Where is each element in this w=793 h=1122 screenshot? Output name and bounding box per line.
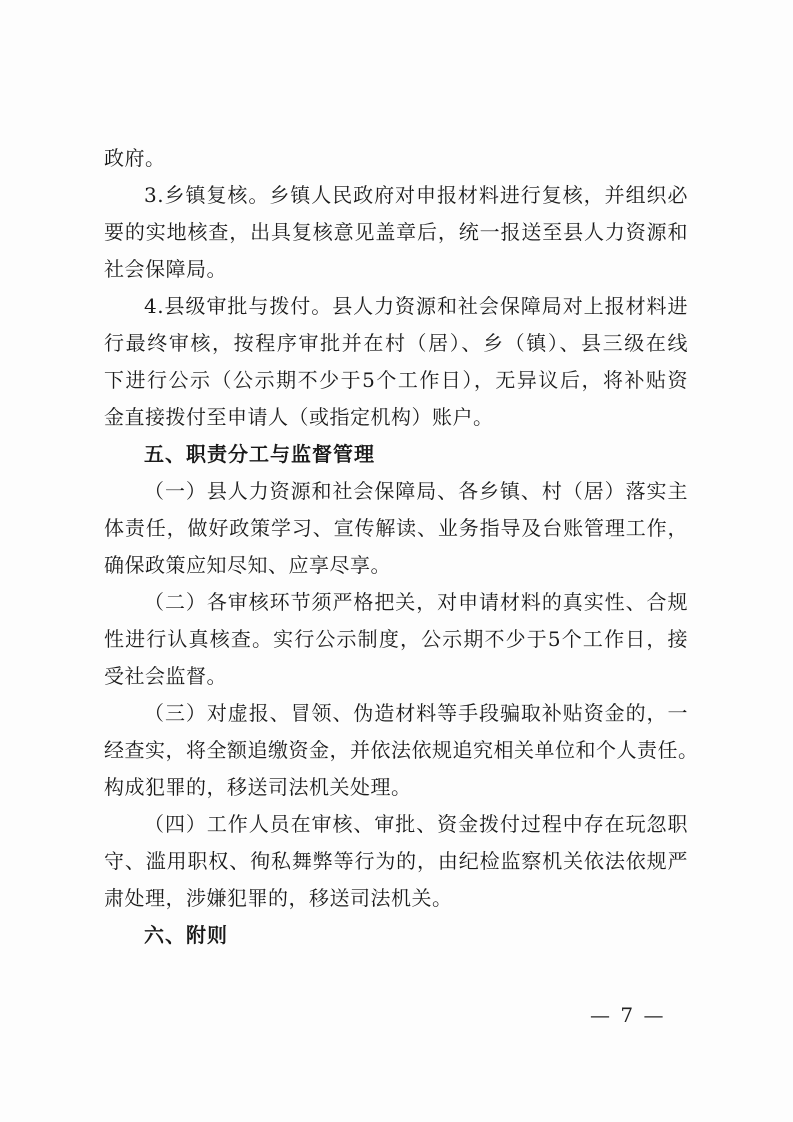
text-line: 确保政策应知尽知、应享尽享。 [104, 553, 391, 577]
paragraph-item-4 [104, 806, 688, 917]
text-line: 行最终审核，按程序审批并在村（居）、乡（镇）、县三级在线 [104, 331, 688, 355]
paragraph-item-1 [104, 473, 688, 584]
page-number: — 7 — [590, 1003, 666, 1027]
text-line: 经查实，将全额追缴资金，并依法依规追究相关单位和个人责任。 [104, 738, 699, 762]
text-line: （三）对虚报、冒领、伪造材料等手段骗取补贴资金的，一 [144, 701, 688, 725]
text-line: 守、滥用职权、徇私舞弊等行为的，由纪检监察机关依法依规严 [104, 849, 688, 873]
text-line: 性进行认真核查。实行公示制度，公示期不少于5个工作日，接 [104, 627, 688, 651]
paragraph-item-3 [104, 695, 699, 806]
text-line: 构成犯罪的，移送司法机关处理。 [104, 775, 412, 799]
section-heading-5: 五、职责分工与监督管理 [144, 442, 375, 466]
text-line: 4.县级审批与拨付。县人力资源和社会保障局对上报材料进 [144, 294, 688, 318]
text-line: 肃处理，涉嫌犯罪的，移送司法机关。 [104, 886, 453, 910]
text-line: 体责任，做好政策学习、宣传解读、业务指导及台账管理工作， [104, 516, 688, 540]
text-line: 要的实地核查，出具复核意见盖章后，统一报送至县人力资源和 [104, 220, 688, 244]
paragraph-item-2 [104, 584, 688, 695]
document-body [104, 140, 699, 954]
text-line: （一）县人力资源和社会保障局、各乡镇、村（居）落实主 [144, 479, 688, 503]
text-line: （四）工作人员在审核、审批、资金拨付过程中存在玩忽职 [144, 812, 688, 836]
paragraph-township-review [104, 177, 688, 288]
text-line: 3.乡镇复核。乡镇人民政府对申报材料进行复核，并组织必 [144, 183, 688, 207]
text-line: 金直接拨付至申请人（或指定机构）账户。 [104, 405, 494, 429]
text-line: 受社会监督。 [104, 664, 227, 688]
text-line: 社会保障局。 [104, 257, 227, 281]
section-heading-6: 六、附则 [144, 923, 228, 947]
text-line: 下进行公示（公示期不少于5个工作日），无异议后，将补贴资 [104, 368, 688, 392]
text-line: 政府。 [104, 146, 166, 170]
paragraph-continuation [104, 140, 688, 177]
paragraph-county-approval [104, 288, 688, 436]
text-line: （二）各审核环节须严格把关，对申请材料的真实性、合规 [144, 590, 688, 614]
